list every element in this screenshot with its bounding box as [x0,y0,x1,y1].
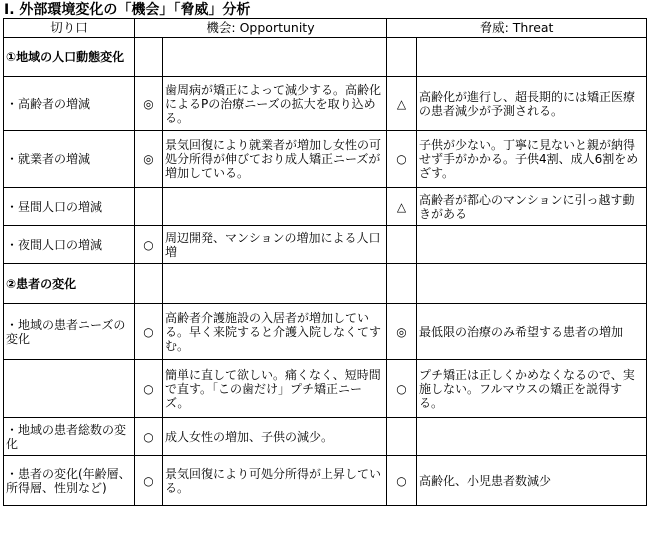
cut-label: ・夜間人口の増減 [4,226,135,264]
threat-text: 子供が少ない。丁寧に見ないと親が納得せず手がかかる。子供4割、成人6割をめざす。 [417,131,647,188]
opportunity-mark: ○ [135,456,163,506]
header-cut: 切り口 [4,19,135,38]
cut-label [4,360,135,418]
opportunity-text [163,264,387,304]
threat-mark: △ [387,188,417,226]
opportunity-text [163,38,387,77]
opportunity-mark [135,38,163,77]
page-title: Ⅰ. 外部環境変化の「機会」「脅威」分析 [4,2,251,18]
opportunity-text: 成人女性の増加、子供の減少。 [163,418,387,456]
threat-text [417,418,647,456]
threat-text: 最低限の治療のみ希望する患者の増加 [417,304,647,360]
threat-mark [387,38,417,77]
opportunity-mark: ○ [135,304,163,360]
threat-mark [387,226,417,264]
threat-text: 高齢者が都心のマンションに引っ越す動きがある [417,188,647,226]
cut-label: ・地域の患者ニーズの変化 [4,304,135,360]
opportunity-text: 簡単に直して欲しい。痛くなく、短時間で直す。「この歯だけ」プチ矯正ニーズ。 [163,360,387,418]
cut-label: ・地域の患者総数の変化 [4,418,135,456]
table-row [4,360,647,418]
opportunity-text: 周辺開発、マンションの増加による人口増 [163,226,387,264]
header-opportunity: 機会: Opportunity [135,19,387,38]
threat-mark: ○ [387,456,417,506]
opportunity-text: 景気回復により就業者が増加し女性の可処分所得が伸びており成人矯正ニーズが増加している。 [163,131,387,188]
table-row [4,188,647,226]
table-row [4,456,647,506]
opportunity-mark: ○ [135,418,163,456]
threat-text: プチ矯正は正しくかめなくなるので、実施しない。フルマウスの矯正を説得する。 [417,360,647,418]
threat-text [417,226,647,264]
threat-mark: △ [387,77,417,131]
table-row [4,226,647,264]
section-label: ①地域の人口動態変化 [4,38,135,77]
threat-text: 高齢化、小児患者数減少 [417,456,647,506]
opportunity-mark: ◎ [135,77,163,131]
threat-text [417,38,647,77]
opportunity-mark: ◎ [135,131,163,188]
cut-label: ・患者の変化(年齢層、所得層、性別など) [4,456,135,506]
threat-mark: ○ [387,360,417,418]
header-threat: 脅威: Threat [387,19,647,38]
table-row [4,264,647,304]
opportunity-text: 高齢者介護施設の入居者が増加している。早く来院すると介護入院しなくてすむ。 [163,304,387,360]
threat-mark: ◎ [387,304,417,360]
cut-label: ・高齢者の増減 [4,77,135,131]
opportunity-mark [135,188,163,226]
table-row [4,131,647,188]
opportunity-text: 歯周病が矯正によって減少する。高齢化によるPの治療ニーズの拡大を取り込める。 [163,77,387,131]
table-row [4,304,647,360]
table-row [4,38,647,77]
opportunity-mark [135,264,163,304]
threat-mark: ○ [387,131,417,188]
cut-label: ・昼間人口の増減 [4,188,135,226]
opportunity-text [163,188,387,226]
cut-label: ・就業者の増減 [4,131,135,188]
threat-mark [387,264,417,304]
section-label: ②患者の変化 [4,264,135,304]
threat-mark [387,418,417,456]
header-row [4,19,647,38]
opportunity-mark: ○ [135,360,163,418]
table-row [4,77,647,131]
opportunity-mark: ○ [135,226,163,264]
threat-text: 高齢化が進行し、超長期的には矯正医療の患者減少が予測される。 [417,77,647,131]
threat-text [417,264,647,304]
opportunity-text: 景気回復により可処分所得が上昇している。 [163,456,387,506]
table-row [4,418,647,456]
opportunity-threat-table [3,18,647,506]
